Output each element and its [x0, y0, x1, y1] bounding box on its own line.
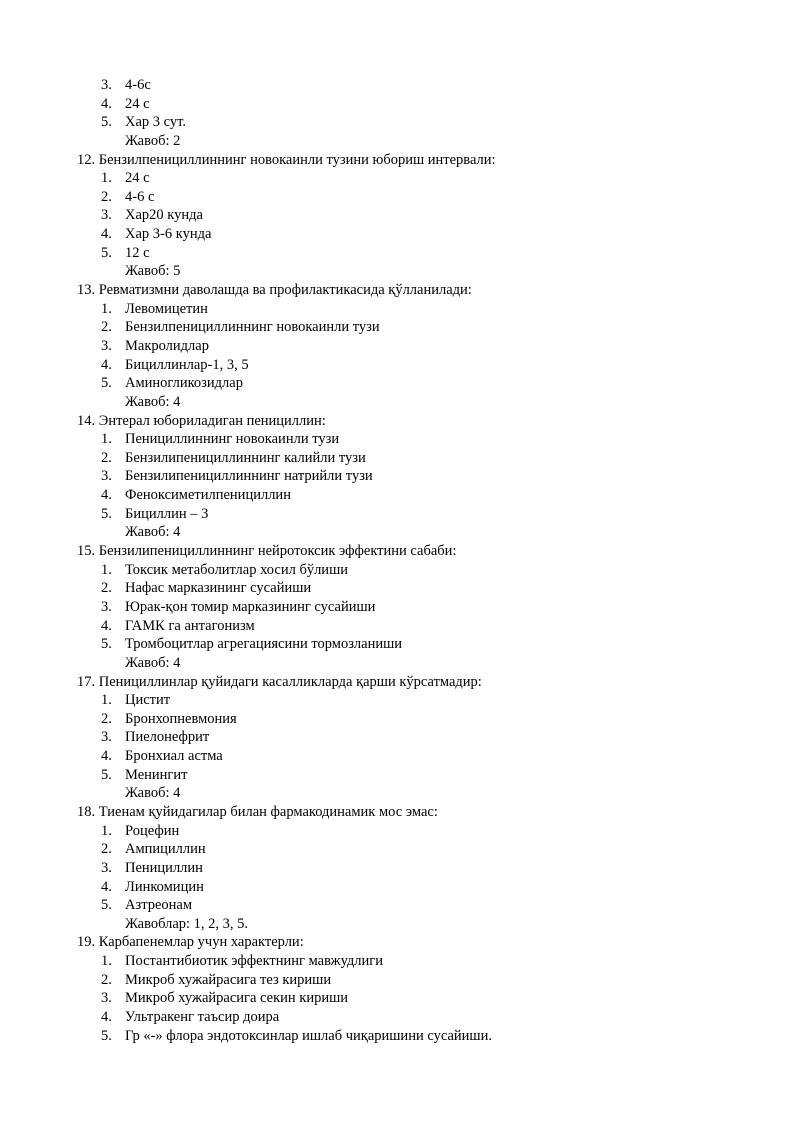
option-text: Цистит: [125, 692, 171, 709]
option-number: 4.: [101, 226, 112, 243]
option-text: Микроб хужайрасига тез кириши: [125, 971, 332, 988]
option-text: Бронхиал астма: [125, 748, 223, 765]
answer-option: [0, 728, 800, 747]
option-text: 12 с: [125, 244, 150, 261]
question-text: 14. Энтерал юбориладиган пенициллин:: [77, 412, 326, 429]
option-number: 3.: [101, 729, 112, 746]
option-text: Аминогликозидлар: [125, 375, 243, 392]
answer-option: [0, 822, 800, 841]
answer-option: [0, 374, 800, 393]
option-number: 4.: [101, 878, 112, 895]
option-number: 2.: [101, 319, 112, 336]
option-number: 5.: [101, 114, 112, 131]
option-number: 4.: [101, 356, 112, 373]
option-number: 3.: [101, 468, 112, 485]
option-text: Бронхопневмония: [125, 710, 237, 727]
option-text: Пенициллиннинг новокаинли тузи: [125, 431, 340, 448]
option-number: 5.: [101, 244, 112, 261]
answer-option: [0, 617, 800, 636]
question-text: 19. Карбапенемлар учун характерли:: [77, 934, 304, 951]
option-text: Бициллин – 3: [125, 505, 209, 522]
option-number: 3.: [101, 337, 112, 354]
answer-option: [0, 337, 800, 356]
answer-option: [0, 113, 800, 132]
option-number: 1.: [101, 431, 112, 448]
answer-option: [0, 859, 800, 878]
document-page: [0, 76, 800, 1045]
question-text: 17. Пенициллинлар қуйидаги касалликларда қарши кўрсатмадир:: [77, 673, 482, 690]
option-text: Феноксиметилпенициллин: [125, 487, 291, 504]
answer-option: [0, 95, 800, 114]
option-number: 4.: [101, 748, 112, 765]
answer-option: [0, 989, 800, 1008]
option-text: Левомицетин: [125, 300, 208, 317]
option-text: 24 с: [125, 170, 150, 187]
answer-option: [0, 896, 800, 915]
option-number: 1.: [101, 822, 112, 839]
option-number: 5.: [101, 766, 112, 783]
answer-option: [0, 840, 800, 859]
question-text: 12. Бензилпенициллиннинг новокаинли тузини юбориш интервали:: [77, 151, 496, 168]
option-number: 3.: [101, 207, 112, 224]
option-number: 2.: [101, 710, 112, 727]
option-text: Юрак-қон томир марказининг сусайиши: [125, 598, 376, 615]
answer-option: [0, 505, 800, 524]
answer-option: [0, 300, 800, 319]
option-number: 5.: [101, 897, 112, 914]
option-text: Нафас марказининг сусайиши: [125, 580, 312, 597]
answer-option: [0, 169, 800, 188]
option-text: Ампициллин: [125, 841, 206, 858]
answer-option: [0, 635, 800, 654]
answer-key: Жавоб: 4: [125, 785, 181, 802]
option-number: 1.: [101, 692, 112, 709]
question-text: 15. Бензилипенициллиннинг нейротоксик эффектини сабаби:: [77, 543, 457, 560]
answer-option: [0, 710, 800, 729]
answer-option: [0, 598, 800, 617]
option-number: 1.: [101, 170, 112, 187]
option-number: 3.: [101, 859, 112, 876]
option-number: 5.: [101, 505, 112, 522]
answer-option: [0, 952, 800, 971]
answer-option: [0, 225, 800, 244]
option-text: Хар 3 сут.: [125, 114, 187, 131]
option-number: 4.: [101, 617, 112, 634]
option-text: 4-6с: [125, 77, 151, 93]
option-number: 2.: [101, 580, 112, 597]
option-text: 4-6 с: [125, 188, 155, 205]
question-text: 18. Тиенам қуйидагилар билан фармакодинамик мос эмас:: [77, 803, 438, 820]
option-number: 2.: [101, 188, 112, 205]
answer-option: [0, 449, 800, 468]
answer-option: [0, 206, 800, 225]
answer-key: Жавоб: 4: [125, 524, 181, 541]
option-number: 2.: [101, 841, 112, 858]
option-text: ГАМК га антагонизм: [125, 617, 255, 634]
answer-option: [0, 971, 800, 990]
option-text: Бензилпенициллиннинг новокаинли тузи: [125, 319, 380, 336]
option-text: Гр «-» флора эндотоксинлар ишлаб чиқаришини сусайиши.: [125, 1027, 492, 1044]
option-number: 4.: [101, 487, 112, 504]
option-text: Пиелонефрит: [125, 729, 210, 746]
answer-option: [0, 766, 800, 785]
answer-option: [0, 430, 800, 449]
answer-key: Жавоблар: 1, 2, 3, 5.: [125, 915, 249, 932]
answer-key: Жавоб: 5: [125, 263, 181, 280]
answer-option: [0, 561, 800, 580]
option-number: 1.: [101, 953, 112, 970]
answer-option: [0, 188, 800, 207]
answer-key: Жавоб: 4: [125, 654, 181, 671]
answer-option: [0, 76, 800, 95]
option-number: 5.: [101, 1027, 112, 1044]
answer-option: [0, 467, 800, 486]
option-number: 1.: [101, 561, 112, 578]
option-text: Пенициллин: [125, 859, 203, 876]
option-text: 24 с: [125, 95, 150, 112]
option-text: Постантибиотик эффектнинг мавжудлиги: [125, 953, 383, 970]
answer-option: [0, 318, 800, 337]
answer-option: [0, 691, 800, 710]
option-text: Макролидлар: [125, 337, 209, 354]
answer-option: [0, 244, 800, 263]
answer-option: [0, 356, 800, 375]
option-text: Бициллинлар-1, 3, 5: [125, 356, 249, 373]
option-number: 1.: [101, 300, 112, 317]
option-text: Ультракенг таъсир доира: [125, 1009, 280, 1026]
answer-key: Жавоб: 4: [125, 393, 181, 410]
answer-option: [0, 878, 800, 897]
option-number: 3.: [101, 990, 112, 1007]
option-text: Азтреонам: [125, 897, 193, 914]
option-text: Менингит: [125, 766, 188, 783]
option-text: Хар 3-6 кунда: [125, 226, 212, 243]
option-text: Линкомицин: [125, 878, 204, 895]
option-number: 5.: [101, 636, 112, 653]
option-text: Микроб хужайрасига секин кириши: [125, 990, 349, 1007]
option-text: Токсик метаболитлар хосил бўлиши: [125, 561, 348, 578]
answer-option: [0, 1008, 800, 1027]
answer-option: [0, 747, 800, 766]
answer-option: [0, 1027, 800, 1046]
option-number: 3.: [101, 77, 112, 93]
option-number: 2.: [101, 971, 112, 988]
answer-key: Жавоб: 2: [125, 132, 181, 149]
option-text: Тромбоцитлар агрегациясини тормозланиши: [125, 636, 403, 653]
answer-option: [0, 579, 800, 598]
option-text: Роцефин: [125, 822, 180, 839]
option-number: 4.: [101, 1009, 112, 1026]
option-number: 5.: [101, 375, 112, 392]
option-text: Хар20 кунда: [125, 207, 203, 224]
option-number: 2.: [101, 449, 112, 466]
option-text: Бензилипенициллиннинг натрийли тузи: [125, 468, 373, 485]
option-number: 4.: [101, 95, 112, 112]
option-number: 3.: [101, 598, 112, 615]
question-text: 13. Ревматизмни даволашда ва профилактикасида қўлланилади:: [77, 282, 472, 299]
answer-option: [0, 486, 800, 505]
option-text: Бензилипенициллиннинг калийли тузи: [125, 449, 366, 466]
